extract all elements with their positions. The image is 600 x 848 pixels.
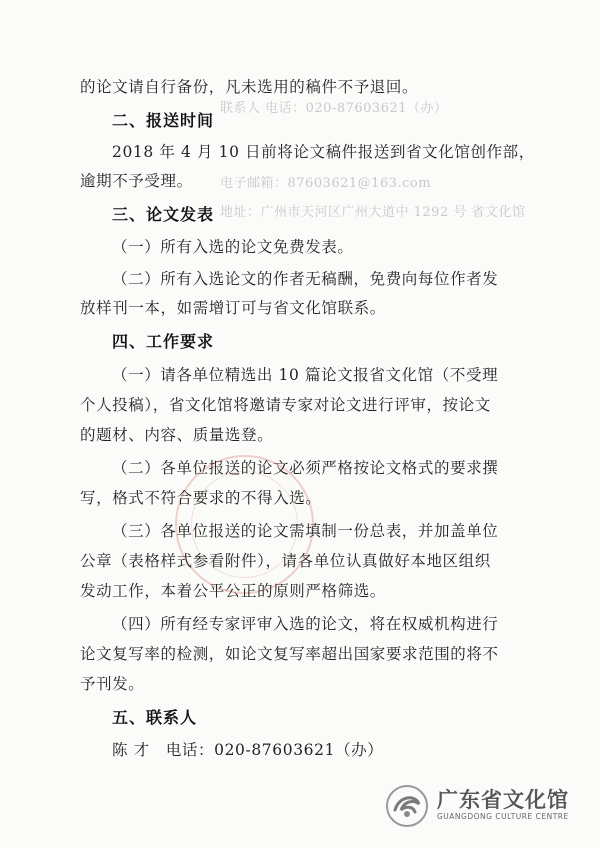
heading-contact: 五、联系人 <box>112 708 198 727</box>
paragraph-line: 的论文请自行备份，凡未选用的稿件不予退回。 <box>80 78 419 96</box>
paragraph-line: 予刊发。 <box>80 675 145 693</box>
paragraph-line: 发动工作，本着公平公正的原则严格筛选。 <box>80 582 386 600</box>
paragraph-line: （一）请各单位精选出 10 篇论文报省文化馆（不受理 <box>112 366 499 384</box>
bleed-through-text: 电子邮箱：87603621@163.com <box>220 176 432 191</box>
paragraph-line: 放样刊一本，如需增订可与省文化馆联系。 <box>80 299 386 317</box>
heading-submission-time: 二、报送时间 <box>112 111 215 130</box>
heading-work-requirements: 四、工作要求 <box>112 332 215 351</box>
logo-name: 广东省文化馆 <box>437 788 569 812</box>
contact-line: 陈 才 电话：020-87603621（办） <box>112 741 384 759</box>
bleed-through-text: 地址：广州市天河区广州大道中 1292 号 省文化馆 <box>220 205 526 220</box>
paragraph-line: 个人投稿），省文化馆将邀请专家对论文进行评审，按论文 <box>80 396 491 414</box>
paragraph-line: 论文复写率的检测，如论文复写率超出国家要求范围的将不 <box>80 645 499 663</box>
paragraph-line: 公章（表格样式参看附件），请各单位认真做好本地区组织 <box>80 552 491 570</box>
paragraph-line: （一）所有入选的论文免费发表。 <box>112 238 354 256</box>
logo-swirl-icon <box>385 784 429 828</box>
paragraph-line: （二）各单位报送的论文必须严格按论文格式的要求撰 <box>112 459 499 477</box>
bleed-through-text: 联系人 电话：020-87603621（办） <box>220 101 448 116</box>
paragraph-line: （四）所有经专家评审入选的论文，将在权威机构进行 <box>112 615 499 633</box>
paragraph-line: 2018 年 4 月 10 日前将论文稿件报送到省文化馆创作部， <box>112 143 535 161</box>
heading-publication: 三、论文发表 <box>112 205 215 224</box>
paragraph-line: （二）所有入选论文的作者无稿酬，免费向每位作者发 <box>112 270 499 288</box>
paragraph-line: 的题材、内容、质量选登。 <box>80 426 274 444</box>
paragraph-line: （三）各单位报送的论文需填制一份总表，并加盖单位 <box>112 522 499 540</box>
paragraph-line: 写，格式不符合要求的不得入选。 <box>80 489 322 507</box>
logo-english-name: GUANGDONG CULTURE CENTRE <box>437 812 569 821</box>
paragraph-line: 逾期不予受理。 <box>80 172 193 190</box>
logo <box>385 782 585 830</box>
